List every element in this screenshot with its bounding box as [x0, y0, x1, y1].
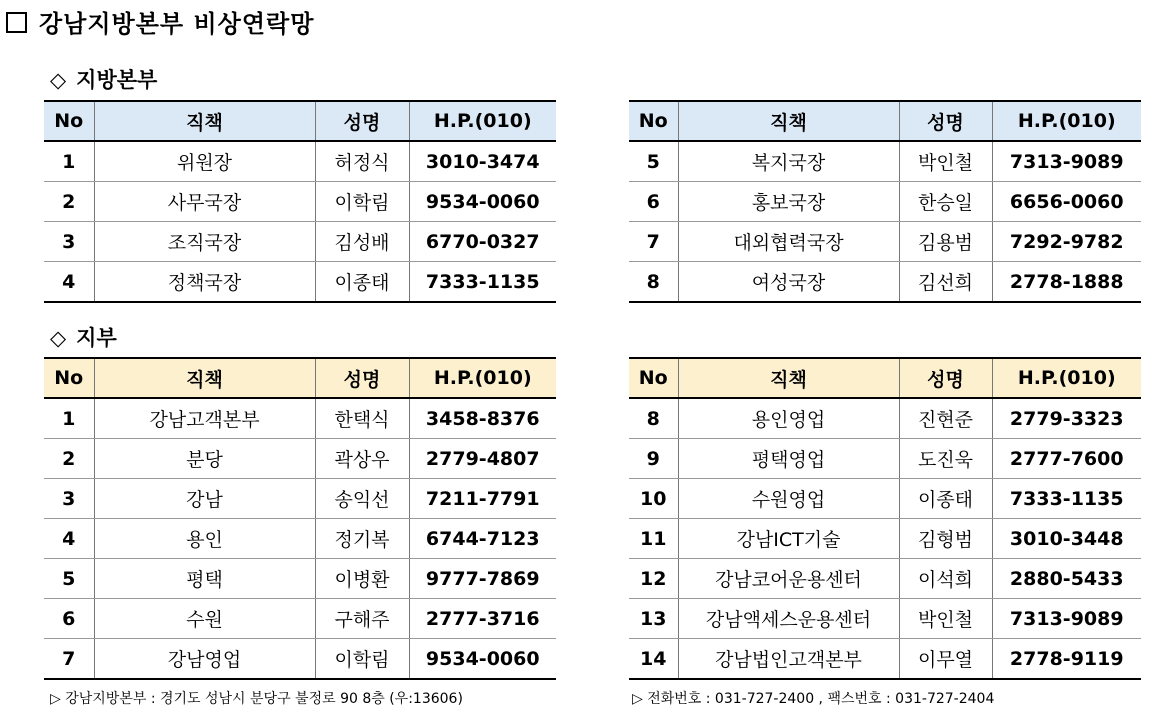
table-row: [44, 262, 556, 303]
table-row: [629, 182, 1141, 222]
col-header-hp: H.P.(010): [992, 101, 1141, 141]
cell-role: 강남액세스운용센터: [678, 599, 899, 639]
cell-name: 이종태: [315, 262, 409, 303]
cell-name: 이무열: [899, 639, 992, 680]
cell-name: 박인철: [899, 141, 992, 182]
cell-hp: 3010-3448: [992, 519, 1141, 559]
cell-role: 분당: [94, 439, 315, 479]
section-heading-hq: ◇ 지방본부: [50, 68, 158, 92]
table-row: [44, 398, 556, 439]
cell-name: 송익선: [315, 479, 409, 519]
cell-role: 위원장: [94, 141, 315, 182]
table-row: [629, 262, 1141, 303]
cell-no: 4: [44, 262, 94, 303]
cell-no: 7: [44, 639, 94, 680]
cell-hp: 7313-9089: [992, 599, 1141, 639]
cell-hp: 6744-7123: [409, 519, 556, 559]
diamond-icon: ◇: [50, 326, 67, 350]
table-row: [629, 639, 1141, 680]
table-row: [44, 519, 556, 559]
cell-hp: 6656-0060: [992, 182, 1141, 222]
cell-role: 용인영업: [678, 398, 899, 439]
hq-table-left: [44, 100, 556, 303]
table-row: [629, 519, 1141, 559]
cell-role: 수원: [94, 599, 315, 639]
cell-name: 김선희: [899, 262, 992, 303]
cell-no: 6: [629, 182, 678, 222]
cell-hp: 7292-9782: [992, 222, 1141, 262]
col-header-role: 직책: [94, 358, 315, 398]
table-row: [44, 141, 556, 182]
cell-name: 도진욱: [899, 439, 992, 479]
table-row: [629, 222, 1141, 262]
cell-name: 곽상우: [315, 439, 409, 479]
cell-no: 8: [629, 262, 678, 303]
cell-no: 12: [629, 559, 678, 599]
cell-hp: 9534-0060: [409, 182, 556, 222]
cell-hp: 2778-1888: [992, 262, 1141, 303]
cell-role: 정책국장: [94, 262, 315, 303]
table-row: [44, 559, 556, 599]
cell-role: 강남영업: [94, 639, 315, 680]
cell-role: 사무국장: [94, 182, 315, 222]
cell-role: 강남: [94, 479, 315, 519]
cell-name: 구해주: [315, 599, 409, 639]
col-header-role: 직책: [678, 358, 899, 398]
col-header-name: 성명: [899, 101, 992, 141]
cell-role: 강남ICT기술: [678, 519, 899, 559]
cell-no: 4: [44, 519, 94, 559]
cell-no: 8: [629, 398, 678, 439]
cell-hp: 7333-1135: [409, 262, 556, 303]
cell-hp: 3010-3474: [409, 141, 556, 182]
col-header-name: 성명: [899, 358, 992, 398]
cell-role: 강남고객본부: [94, 398, 315, 439]
cell-role: 평택: [94, 559, 315, 599]
branch-table-left: [44, 357, 556, 680]
table-row: [629, 141, 1141, 182]
table-row: [629, 479, 1141, 519]
table-row: [629, 559, 1141, 599]
cell-no: 3: [44, 222, 94, 262]
col-header-role: 직책: [94, 101, 315, 141]
cell-name: 한택식: [315, 398, 409, 439]
cell-name: 김성배: [315, 222, 409, 262]
table-row: [44, 479, 556, 519]
cell-hp: 2880-5433: [992, 559, 1141, 599]
col-header-name: 성명: [315, 358, 409, 398]
cell-name: 진현준: [899, 398, 992, 439]
cell-name: 이석희: [899, 559, 992, 599]
diamond-icon: ◇: [50, 68, 67, 92]
checkbox-square-icon: [6, 12, 27, 33]
cell-hp: 9534-0060: [409, 639, 556, 680]
cell-hp: 2779-4807: [409, 439, 556, 479]
cell-name: 정기복: [315, 519, 409, 559]
cell-hp: 9777-7869: [409, 559, 556, 599]
col-header-role: 직책: [678, 101, 899, 141]
cell-no: 2: [44, 182, 94, 222]
cell-no: 2: [44, 439, 94, 479]
cell-name: 이종태: [899, 479, 992, 519]
cell-role: 복지국장: [678, 141, 899, 182]
cell-hp: 2778-9119: [992, 639, 1141, 680]
col-header-hp: H.P.(010): [409, 358, 556, 398]
table-row: [44, 222, 556, 262]
hq-table-right: [629, 100, 1141, 303]
cell-hp: 6770-0327: [409, 222, 556, 262]
cell-hp: 2777-3716: [409, 599, 556, 639]
table-row: [44, 182, 556, 222]
cell-role: 여성국장: [678, 262, 899, 303]
cell-hp: 3458-8376: [409, 398, 556, 439]
cell-name: 이병환: [315, 559, 409, 599]
table-row: [629, 599, 1141, 639]
cell-role: 강남코어운용센터: [678, 559, 899, 599]
cell-hp: 2779-3323: [992, 398, 1141, 439]
footer-contact: ▷ 전화번호 : 031-727-2400 , 팩스번호 : 031-727-2404: [632, 691, 995, 707]
cell-role: 대외협력국장: [678, 222, 899, 262]
cell-name: 한승일: [899, 182, 992, 222]
table-row: [44, 639, 556, 680]
page-title-text: 강남지방본부 비상연락망: [39, 10, 315, 38]
cell-no: 10: [629, 479, 678, 519]
cell-no: 6: [44, 599, 94, 639]
col-header-no: No: [629, 358, 678, 398]
col-header-no: No: [629, 101, 678, 141]
cell-role: 용인: [94, 519, 315, 559]
cell-name: 김형범: [899, 519, 992, 559]
cell-hp: 2777-7600: [992, 439, 1141, 479]
col-header-no: No: [44, 358, 94, 398]
cell-name: 허정식: [315, 141, 409, 182]
cell-name: 이학림: [315, 639, 409, 680]
cell-role: 강남법인고객본부: [678, 639, 899, 680]
cell-no: 11: [629, 519, 678, 559]
cell-no: 7: [629, 222, 678, 262]
cell-no: 5: [44, 559, 94, 599]
cell-no: 9: [629, 439, 678, 479]
table-row: [629, 439, 1141, 479]
table-row: [629, 398, 1141, 439]
cell-hp: 7211-7791: [409, 479, 556, 519]
cell-role: 수원영업: [678, 479, 899, 519]
cell-no: 5: [629, 141, 678, 182]
col-header-hp: H.P.(010): [992, 358, 1141, 398]
cell-no: 1: [44, 398, 94, 439]
triangle-right-icon: ▷: [632, 691, 648, 707]
table-row: [44, 599, 556, 639]
table-row: [44, 439, 556, 479]
branch-table-right: [629, 357, 1141, 680]
cell-role: 홍보국장: [678, 182, 899, 222]
footer-address: ▷ 강남지방본부 : 경기도 성남시 분당구 불정로 90 8층 (우:13606): [50, 691, 463, 707]
cell-role: 평택영업: [678, 439, 899, 479]
col-header-name: 성명: [315, 101, 409, 141]
cell-hp: 7313-9089: [992, 141, 1141, 182]
section-heading-branch: ◇ 지부: [50, 326, 117, 350]
cell-no: 3: [44, 479, 94, 519]
col-header-no: No: [44, 101, 94, 141]
cell-name: 이학림: [315, 182, 409, 222]
cell-no: 1: [44, 141, 94, 182]
cell-hp: 7333-1135: [992, 479, 1141, 519]
triangle-right-icon: ▷: [50, 691, 66, 707]
cell-no: 14: [629, 639, 678, 680]
cell-role: 조직국장: [94, 222, 315, 262]
cell-name: 박인철: [899, 599, 992, 639]
cell-no: 13: [629, 599, 678, 639]
col-header-hp: H.P.(010): [409, 101, 556, 141]
page-title: [6, 4, 314, 39]
cell-name: 김용범: [899, 222, 992, 262]
